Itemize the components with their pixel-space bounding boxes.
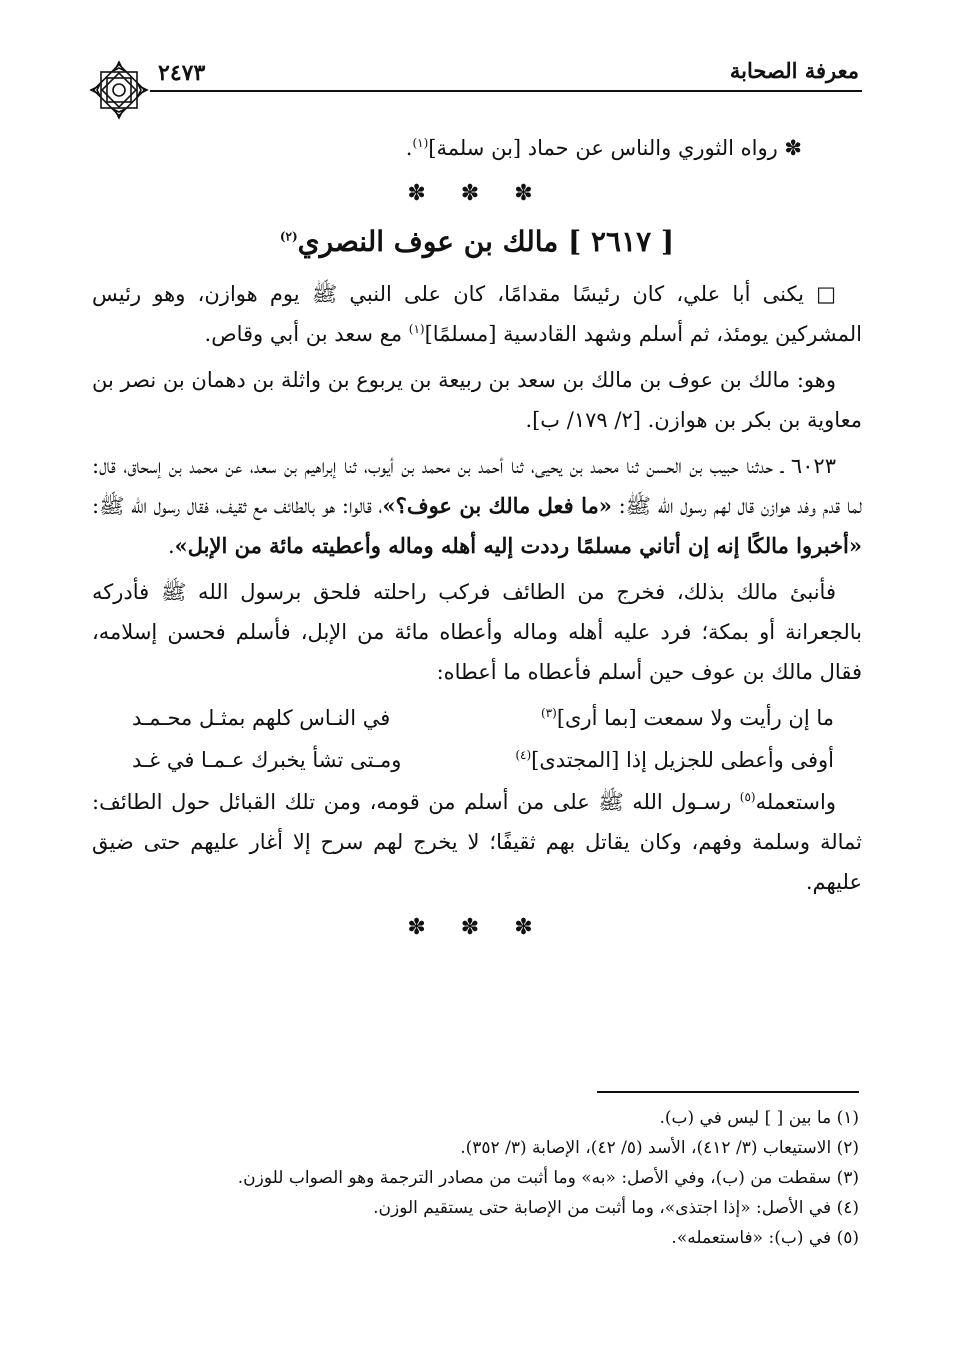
paragraph-lineage: وهو: مالك بن عوف بن مالك بن سعد بن ربيعة بن يربوع بن واثلة بن دهمان بن نصر بن معاوية بن بكر بن هوازن. [٢/ ١٧٩/ ب]. <box>92 368 862 432</box>
hadith-quote: «ما فعل مالك بن عوف؟» <box>382 493 612 518</box>
paragraph-hadith: ٦٠٢٣ ـ حدثنا حبيب بن الحسن ثنا محمد بن يحيى، ثنا أحمد بن محمد بن أيوب، ثنا إبراهيم بن سعد، عن محمد بن إسحاق، قال: لما قدم وفد هوازن قال لهم رسول الله ﷺ: «ما فعل مالك بن عوف؟»، قالوا: هو بالطائف مع ثقيف، فقال رسول الله ﷺ: «أخبروا مالكًا إنه إن أتاني مسلمًا رددت إليه أهله وماله وأعطيته مائة من الإبل». <box>92 454 862 558</box>
poetry-verse <box>92 698 862 738</box>
footnote-rule <box>597 1091 859 1093</box>
poetry-verse <box>92 740 862 780</box>
footnote-ref: (٥) <box>739 790 756 804</box>
paragraph-intro: □ يكنى أبا علي، كان رئيسًا مقدامًا، كان على النبي ﷺ يوم هوازن، وهو رئيس المشركين يومئذ، ثم أسلم وشهد القادسية [مسلمًا]$^{(١)}$ مع سعد بن أبي وقاص. <box>92 282 862 346</box>
footnote-ref: (١) <box>408 322 425 336</box>
verse-hemistich: أوفى وأعطى للجزيل إذا [المجتدى]$^{(٤)}$ <box>515 748 834 772</box>
hadith-quote: «أخبروا مالكًا إنه إن أتاني مسلمًا رددت إليه أهله وماله وأعطيته مائة من الإبل» <box>174 533 862 558</box>
footnote: (٥) في (ب): «فاستعمله». <box>671 1228 859 1248</box>
main-text <box>92 128 862 954</box>
paragraph-closing: واستعمله$^{(٥)}$ رسـول الله ﷺ على من أسلم من قومه، ومن تلك القبائل حول الطائف: ثمالة وسلمة وفهم، وكان يقاتل بهم ثقيفًا؛ لا يخرج لهم سرح إلا أغار عليهم حتى ضيق عليهم. <box>92 790 862 894</box>
section-separator: ✽ ✽ ✽ <box>407 915 547 940</box>
footnotes <box>89 1103 859 1253</box>
verse-hemistich: ومـتى تشأ يخبرك عـمـا في غـد <box>132 748 402 772</box>
verse-hemistich: في النـاس كلهم بمثـل محـمـد <box>132 706 391 730</box>
footnote-ref: (١) <box>412 136 429 150</box>
page-number: ٢٤٧٣ <box>158 60 206 86</box>
paragraph-narrative: فأنبئ مالك بذلك، فخرج من الطائف فركب راحلته فلحق برسول الله ﷺ فأدركه بالجعرانة أو بمكة؛ فرد عليه أهله وماله وأعطاه مائة من الإبل، فأسلم فحسن إسلامه، فقال مالك بن عوف حين أسلم فأعطاه ما أعطاه: <box>92 580 862 684</box>
running-title: معرفة الصحابة <box>729 58 859 83</box>
verse-hemistich: ما إن رأيت ولا سمعت [بما أرى]$^{(٣)}$ <box>540 706 834 730</box>
chapter-title: [ ٢٦١٧ ] مالك بن عوف النصري$^{(٢)}$ <box>279 225 675 258</box>
footnote-ref: (٢) <box>279 229 298 244</box>
footnote: (١) ما بين [ ] ليس في (ب). <box>659 1108 859 1128</box>
footnote: (٣) سقطت من (ب)، وفي الأصل: «به» وما أثبت من مصادر الترجمة وهو الصواب للوزن. <box>237 1168 859 1188</box>
header-rule <box>150 90 862 92</box>
footnote: (٢) الاستيعاب (٣/ ٤١٢)، الأسد (٥/ ٤٢)، الإصابة (٣/ ٣٥٢). <box>460 1138 859 1158</box>
octagram-ornament-icon <box>87 58 151 122</box>
footnote: (٤) في الأصل: «إذا اجتذى»، وما أثبت من الإصابة حتى يستقيم الوزن. <box>373 1198 859 1218</box>
section-separator: ✽ ✽ ✽ <box>407 181 547 206</box>
intro-line: ✽ رواه الثوري والناس عن حماد [بن سلمة]$^{(١)}$. <box>405 136 802 160</box>
